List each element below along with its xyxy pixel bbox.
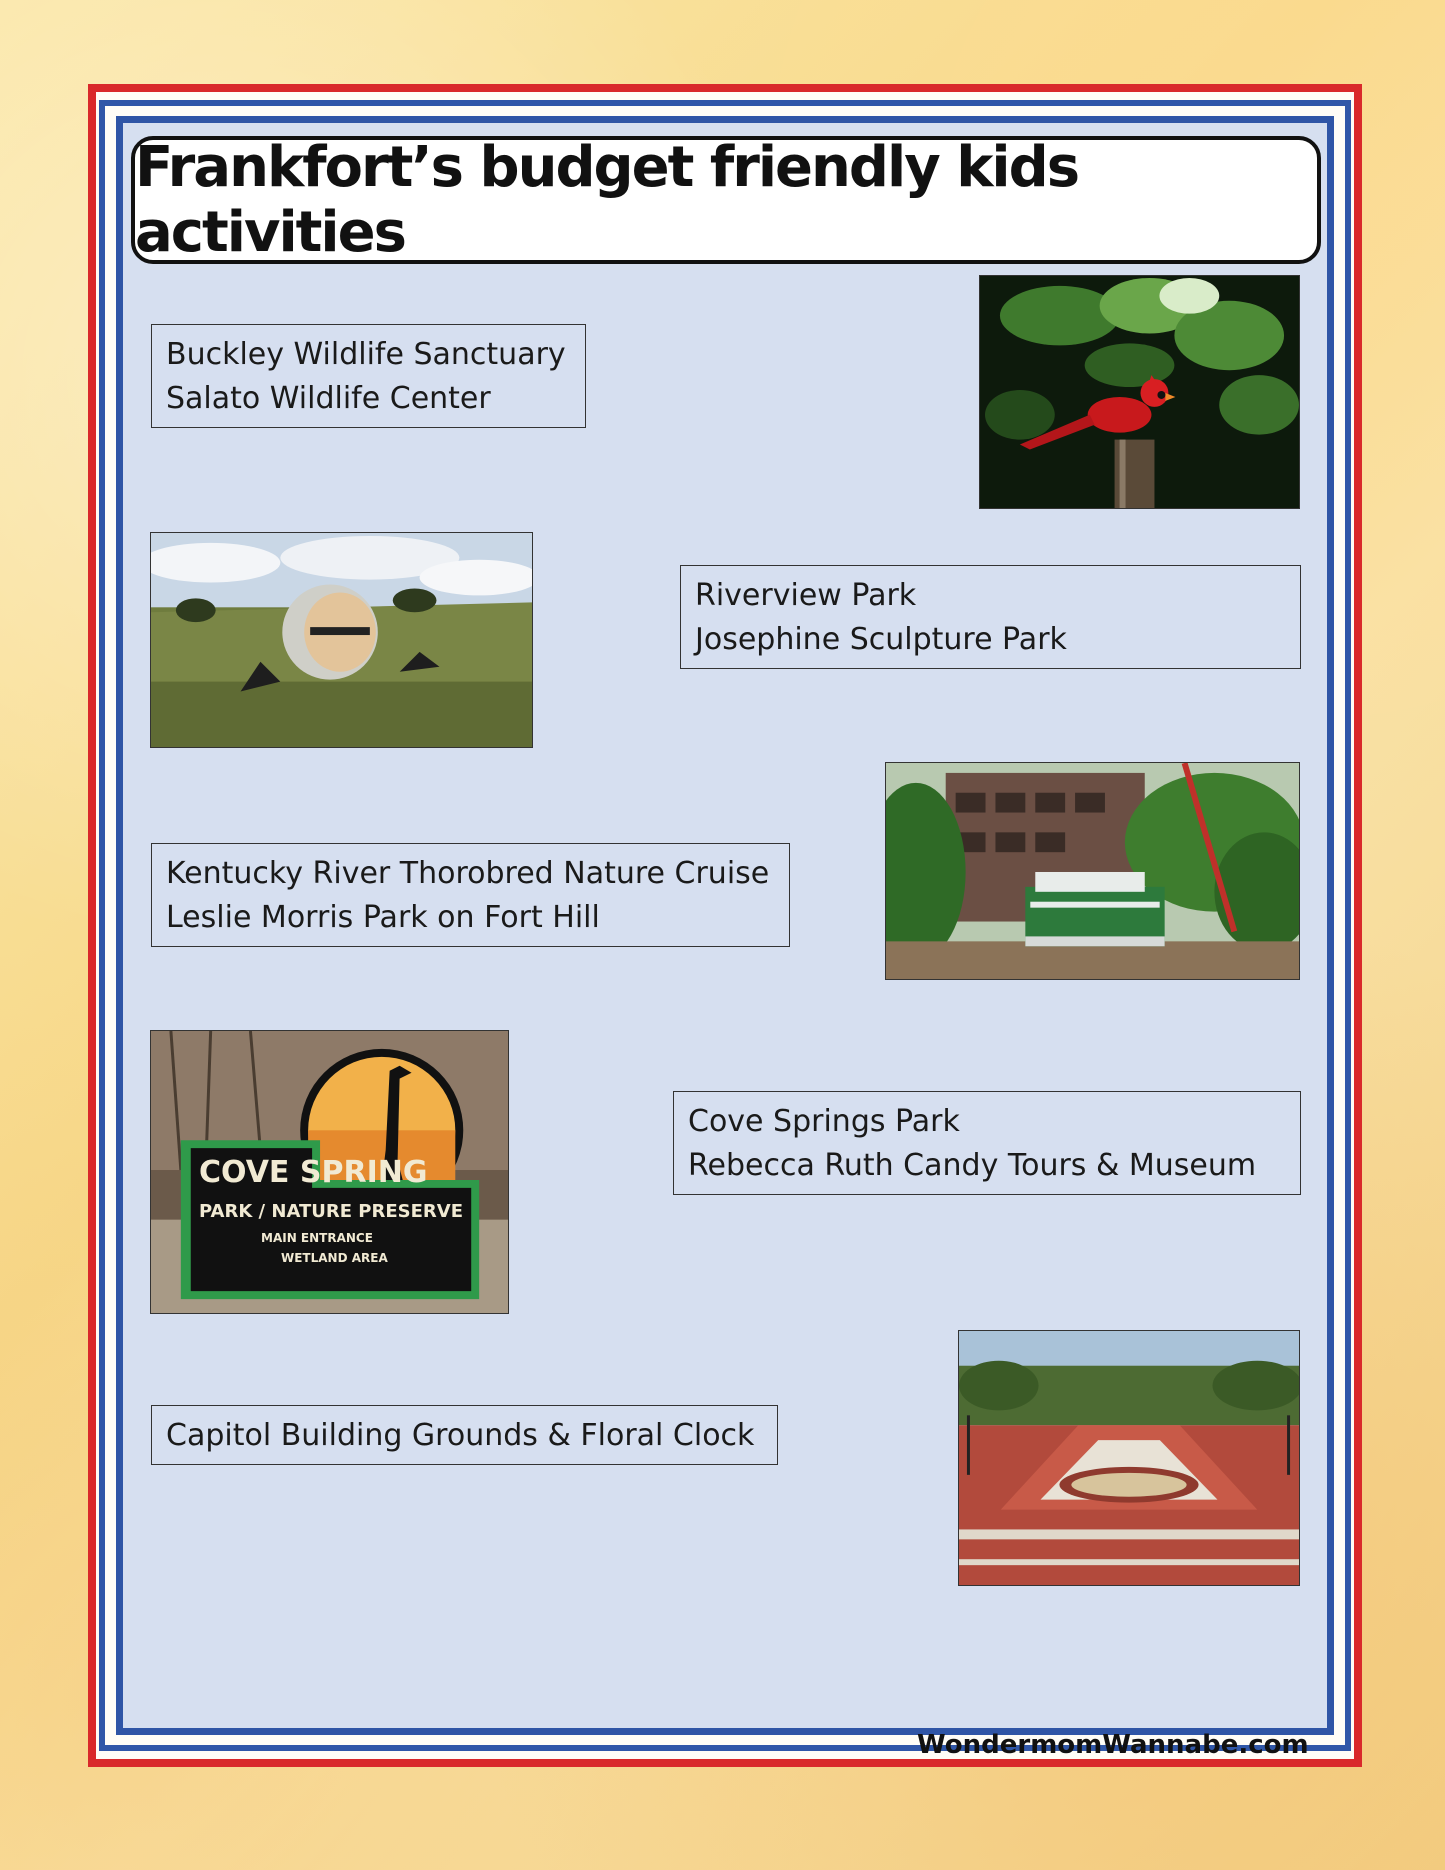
activity-3-line-2: Leslie Morris Park on Fort Hill [166,900,600,935]
activity-label-1 [151,324,586,428]
activity-label-3 [151,843,790,947]
footer-site-credit: WondermomWannabe.com [917,1730,1309,1760]
photo-riverboat [885,762,1300,980]
photo-cove-spring-sign [150,1030,509,1314]
top-blue-line [99,100,1351,106]
photo-sculpture-park [150,532,533,748]
sign-subtitle: PARK / NATURE PRESERVE [199,1201,463,1222]
activity-2-line-1: Riverview Park [695,578,917,613]
photo-cardinal [979,275,1300,509]
sign-wetland-area: WETLAND AREA [281,1251,388,1265]
activity-label-5 [151,1405,778,1465]
sign-main-entrance: MAIN ENTRANCE [261,1231,373,1245]
activity-5-line-1: Capitol Building Grounds & Floral Clock [166,1418,755,1453]
title-banner [131,136,1321,264]
activity-1-line-2: Salato Wildlife Center [166,381,491,416]
right-blue-line [1345,100,1351,1751]
activity-2-line-2: Josephine Sculpture Park [695,622,1067,657]
page-title: Frankfort’s budget friendly kids activities [135,135,1079,265]
left-blue-line [99,100,105,1751]
activity-label-2 [680,565,1301,669]
activity-4-line-2: Rebecca Ruth Candy Tours & Museum [688,1148,1257,1183]
photo-capitol-grounds [958,1330,1300,1586]
activity-label-4 [673,1091,1301,1195]
sign-title: COVE SPRING [199,1155,428,1190]
activity-3-line-1: Kentucky River Thorobred Nature Cruise [166,856,770,891]
activity-1-line-1: Buckley Wildlife Sanctuary [166,337,566,372]
activity-4-line-1: Cove Springs Park [688,1104,960,1139]
